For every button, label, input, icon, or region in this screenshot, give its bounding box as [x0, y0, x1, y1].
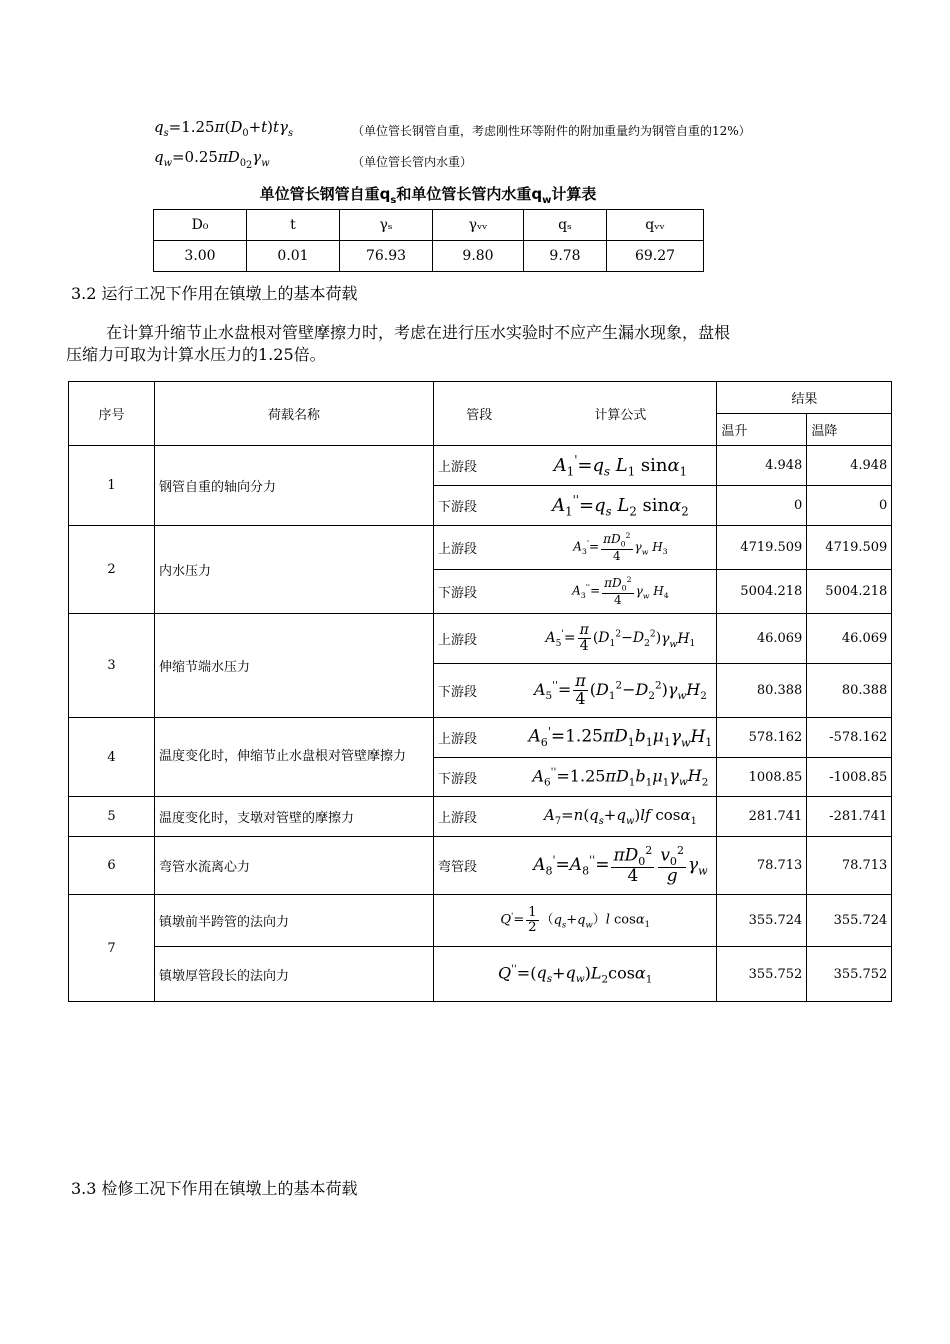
table-row — [69, 797, 892, 837]
table-row — [69, 718, 892, 758]
fall-value: 355.724 — [807, 895, 892, 947]
row-name: 温度变化时，支墩对管壁的摩擦力 — [155, 797, 434, 837]
section-3-3-heading: 3.3 检修工况下作用在镇墩上的基本荷载 — [71, 1179, 358, 1198]
rise-value: 5004.218 — [717, 570, 807, 614]
rise-value: 46.069 — [717, 614, 807, 664]
row-no: 6 — [69, 837, 155, 895]
rise-value: 281.741 — [717, 797, 807, 837]
row-name: 温度变化时，伸缩节止水盘根对管壁摩擦力 — [155, 718, 434, 797]
fall-value: 46.069 — [807, 614, 892, 664]
formula-a1-down: $A_1''=q_s$ $L_2$ sinα$_2$ — [525, 486, 717, 526]
row-segment: 上游段 — [434, 446, 525, 486]
row-name: 弯管水流离心力 — [155, 837, 434, 895]
header-fall: 温降 — [807, 414, 892, 446]
fall-value: 4719.509 — [807, 526, 892, 570]
formula-a7: $A_7=n(q_s+q_w)lf$ cosα$_1$ — [525, 797, 717, 837]
rise-value: 355.752 — [717, 947, 807, 1002]
rise-value: 1008.85 — [717, 758, 807, 797]
rise-value: 4719.509 — [717, 526, 807, 570]
formula-a5-down: $A_5''=$ $\frac{\pi}{4}$ $(D_1^2-D_2^2)\gamma_wH_2$ — [525, 664, 717, 718]
qs-note: （单位管长钢管自重，考虑刚性环等附件的附加重量约为钢管自重的12%） — [352, 124, 751, 138]
fall-value: -1008.85 — [807, 758, 892, 797]
fall-value: 4.948 — [807, 446, 892, 486]
row-segment: 上游段 — [434, 797, 525, 837]
rise-value: 80.388 — [717, 664, 807, 718]
row-name: 内水压力 — [155, 526, 434, 614]
row-name: 镇墩前半跨管的法向力 — [155, 895, 434, 947]
section-3-2-heading: 3.2 运行工况下作用在镇墩上的基本荷载 — [71, 284, 358, 303]
header-cell: γᵥᵥ — [433, 210, 524, 241]
value-cell: 69.27 — [607, 241, 704, 272]
row-name: 镇墩厚管段长的法向力 — [155, 947, 434, 1002]
row-no: 4 — [69, 718, 155, 797]
fall-value: -578.162 — [807, 718, 892, 758]
fall-value: 355.752 — [807, 947, 892, 1002]
fall-value: 5004.218 — [807, 570, 892, 614]
paragraph-line-1: 在计算升缩节止水盘根对管壁摩擦力时，考虑在进行压水实验时不应产生漏水现象，盘根 — [106, 323, 731, 342]
formula-a6-down: $A_6''=1.25\pi D_1b_1\mu_1\gamma_wH_2$ — [525, 758, 717, 797]
rise-value: 4.948 — [717, 446, 807, 486]
table-row — [154, 241, 704, 272]
formula-q1: Q'= $\frac{1}{2}$ $(q_s+q_w)l$ cosα$_1$ — [434, 895, 717, 947]
paragraph-line-2: 压缩力可取为计算水压力的1.25倍。 — [66, 345, 326, 364]
row-segment: 上游段 — [434, 526, 525, 570]
rise-value: 0 — [717, 486, 807, 526]
formula-a5-up: $A_5'=$ $\frac{\pi}{4}$ $(D_1^2-D_2^2)\gamma_wH_1$ — [525, 614, 717, 664]
qs-formula: $q_s=1.25\pi(D_0+t)t\gamma_s$ — [154, 118, 294, 139]
row-name: 伸缩节端水压力 — [155, 614, 434, 718]
value-cell: 0.01 — [247, 241, 340, 272]
fall-value: 78.713 — [807, 837, 892, 895]
fall-value: -281.741 — [807, 797, 892, 837]
table-row — [69, 614, 892, 664]
rise-value: 355.724 — [717, 895, 807, 947]
value-cell: 9.80 — [433, 241, 524, 272]
formula-a8: $A_8'=A_8''=$ $\frac{\pi D_0^2}{4}$ $\frac{v_0^2}{g}$ $\gamma_w$ — [525, 837, 717, 895]
row-segment: 下游段 — [434, 486, 525, 526]
value-cell: 76.93 — [340, 241, 433, 272]
row-no: 2 — [69, 526, 155, 614]
row-segment: 弯管段 — [434, 837, 525, 895]
table-row — [69, 837, 892, 895]
qw-formula: $q_w=0.25\pi D_0^2\gamma_w$ — [154, 148, 270, 171]
header-cell: D₀ — [154, 210, 247, 241]
header-cell: qᵥᵥ — [607, 210, 704, 241]
header-rise: 温升 — [717, 414, 807, 446]
header-result: 结果 — [717, 382, 892, 414]
qw-note: （单位管长管内水重） — [352, 155, 473, 169]
header-formula: 计算公式 — [525, 382, 717, 446]
paragraph — [66, 322, 866, 366]
small-table-title: 单位管长钢管自重$q_s$和单位管长管内水重$q_w$计算表 — [259, 185, 597, 206]
row-no: 1 — [69, 446, 155, 526]
rise-value: 78.713 — [717, 837, 807, 895]
rise-value: 578.162 — [717, 718, 807, 758]
formula-a6-up: $A_6'=1.25\pi D_1b_1\mu_1\gamma_wH_1$ — [525, 718, 717, 758]
table-row — [69, 526, 892, 570]
row-segment: 下游段 — [434, 570, 525, 614]
row-no: 5 — [69, 797, 155, 837]
table-row — [69, 446, 892, 486]
header-cell: γₛ — [340, 210, 433, 241]
formula-a3-up: $A_3'=$ $\frac{\pi D_0^2}{4}$ $\gamma_w$ $H_3$ — [525, 526, 717, 570]
formula-a3-down: $A_3''=$ $\frac{\pi D_0^2}{4}$ $\gamma_w$ $H_4$ — [525, 570, 717, 614]
table-row — [69, 895, 892, 947]
formula-a1-up: $A_1'=q_s$ $L_1$ sinα$_1$ — [525, 446, 717, 486]
header-segment: 管段 — [434, 382, 525, 446]
fall-value: 80.388 — [807, 664, 892, 718]
row-segment: 上游段 — [434, 718, 525, 758]
value-cell: 9.78 — [524, 241, 607, 272]
row-name: 钢管自重的轴向分力 — [155, 446, 434, 526]
header-no: 序号 — [69, 382, 155, 446]
weight-table — [153, 209, 704, 272]
table-row — [69, 947, 892, 1002]
row-segment: 下游段 — [434, 758, 525, 797]
header-name: 荷载名称 — [155, 382, 434, 446]
row-segment: 下游段 — [434, 664, 525, 718]
fall-value: 0 — [807, 486, 892, 526]
row-segment: 上游段 — [434, 614, 525, 664]
formula-q2: $Q''=(q_s+q_w)L_2\cos\alpha_1$ — [434, 947, 717, 1002]
table-header-row — [154, 210, 704, 241]
row-no: 7 — [69, 895, 155, 1002]
row-no: 3 — [69, 614, 155, 718]
value-cell: 3.00 — [154, 241, 247, 272]
header-cell: t — [247, 210, 340, 241]
load-table — [68, 381, 892, 1002]
header-cell: qₛ — [524, 210, 607, 241]
